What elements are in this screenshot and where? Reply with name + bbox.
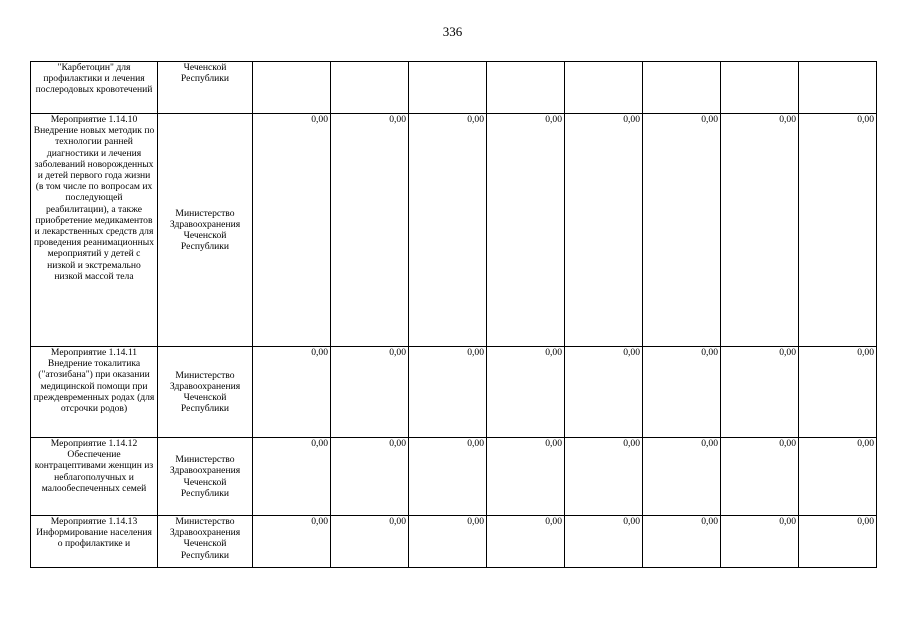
- value-cell: 0,00: [253, 516, 331, 568]
- value-cell: 0,00: [565, 347, 643, 438]
- value-cell: 0,00: [487, 438, 565, 516]
- value-cell: [253, 62, 331, 114]
- value-cell: 0,00: [253, 114, 331, 347]
- value-cell: 0,00: [799, 347, 877, 438]
- value-cell: 0,00: [565, 114, 643, 347]
- value-cell: 0,00: [799, 516, 877, 568]
- value-cell: [409, 62, 487, 114]
- program-measures-table: [30, 61, 877, 568]
- value-cell: [799, 62, 877, 114]
- value-cell: 0,00: [409, 516, 487, 568]
- responsible-executor: Министерство Здравоохранения Чеченской Республики: [158, 114, 253, 347]
- responsible-executor: Министерство Здравоохранения Чеченской Республики: [158, 347, 253, 438]
- table-row: [31, 114, 877, 347]
- value-cell: 0,00: [331, 516, 409, 568]
- value-cell: 0,00: [409, 347, 487, 438]
- value-cell: 0,00: [253, 347, 331, 438]
- value-cell: 0,00: [487, 114, 565, 347]
- responsible-executor: Министерство Здравоохранения Чеченской Республики: [158, 438, 253, 516]
- value-cell: 0,00: [331, 438, 409, 516]
- value-cell: 0,00: [643, 516, 721, 568]
- value-cell: 0,00: [643, 438, 721, 516]
- table-row: [31, 516, 877, 568]
- value-cell: [643, 62, 721, 114]
- value-cell: 0,00: [799, 438, 877, 516]
- value-cell: 0,00: [409, 438, 487, 516]
- value-cell: 0,00: [331, 347, 409, 438]
- value-cell: [721, 62, 799, 114]
- responsible-executor: Чеченской Республики: [158, 62, 253, 114]
- value-cell: 0,00: [721, 516, 799, 568]
- value-cell: 0,00: [409, 114, 487, 347]
- measure-description: "Карбетоцин" для профилактики и лечения послеродовых кровотечений: [31, 62, 158, 114]
- table-row: [31, 438, 877, 516]
- measure-description: Мероприятие 1.14.13 Информирование населения о профилактике и: [31, 516, 158, 568]
- value-cell: [565, 62, 643, 114]
- value-cell: 0,00: [643, 114, 721, 347]
- value-cell: 0,00: [253, 438, 331, 516]
- value-cell: 0,00: [721, 114, 799, 347]
- value-cell: [331, 62, 409, 114]
- table-row: [31, 62, 877, 114]
- value-cell: 0,00: [721, 438, 799, 516]
- value-cell: 0,00: [565, 438, 643, 516]
- value-cell: 0,00: [799, 114, 877, 347]
- value-cell: 0,00: [565, 516, 643, 568]
- value-cell: 0,00: [721, 347, 799, 438]
- measure-description: Мероприятие 1.14.12 Обеспечение контрацептивами женщин из неблагополучных и малообеспеченных семей: [31, 438, 158, 516]
- value-cell: 0,00: [331, 114, 409, 347]
- value-cell: 0,00: [643, 347, 721, 438]
- value-cell: 0,00: [487, 516, 565, 568]
- value-cell: [487, 62, 565, 114]
- responsible-executor: Министерство Здравоохранения Чеченской Республики: [158, 516, 253, 568]
- page-number: 336: [442, 24, 463, 39]
- measure-description: Мероприятие 1.14.10 Внедрение новых методик по технологии ранней диагностики и лечения заболеваний новорожденных и детей первого года жизни (в том числе по вопросам их последующей реабилитации), а также приобретение медикаментов и лекарственных средств для проведения реанимационных мероприятий у детей с низкой и экстремально низкой массой тела: [31, 114, 158, 347]
- table-row: [31, 347, 877, 438]
- value-cell: 0,00: [487, 347, 565, 438]
- measure-description: Мероприятие 1.14.11 Внедрение токалитика ("атозибана") при оказании медицинской помощи при преждевременных родах (для отсрочки родов): [31, 347, 158, 438]
